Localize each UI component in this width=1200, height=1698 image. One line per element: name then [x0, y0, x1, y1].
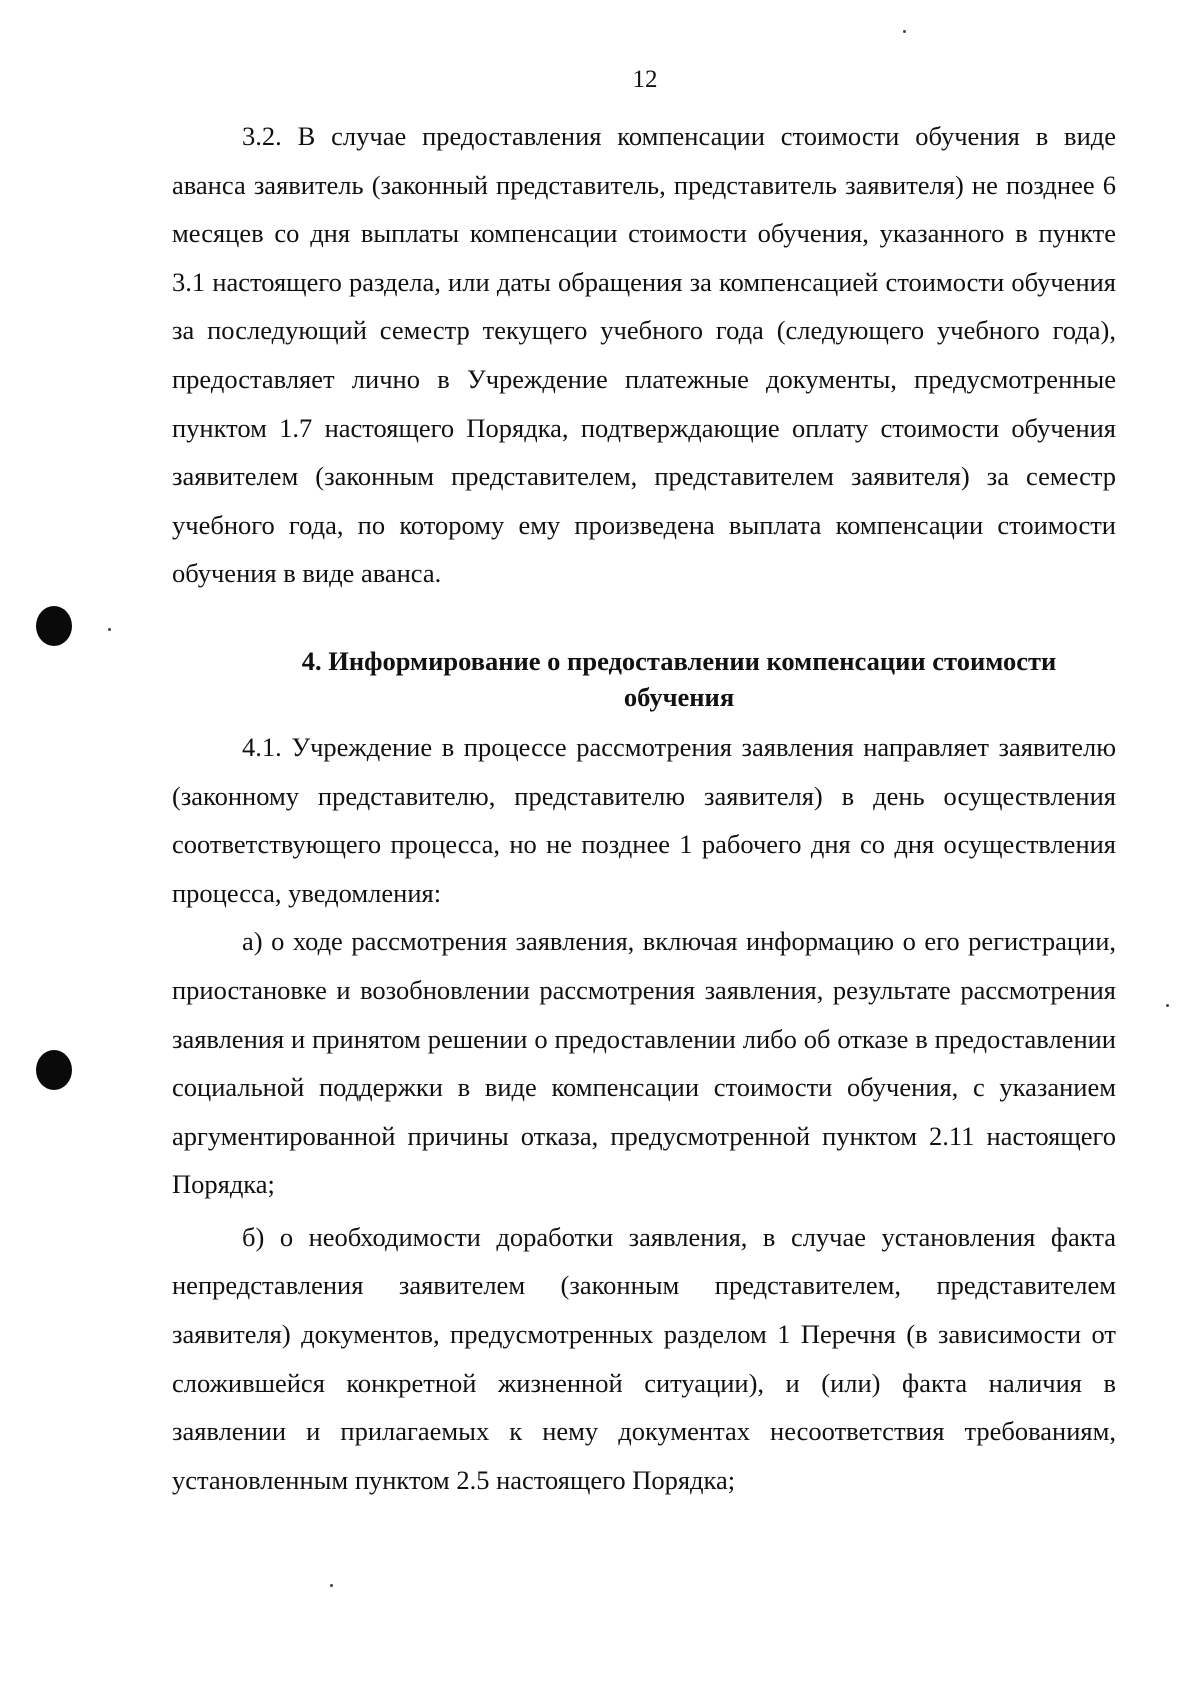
scan-speck [108, 628, 111, 631]
scan-speck [1166, 1004, 1169, 1007]
paragraph-4-1: 4.1. Учреждение в процессе рассмотрения заявления направляет заявителю (законному представителю, представителю заявителя) в день осуществления соответствующего процесса, но не позднее 1 рабочего дня со дня осуществления процесса, уведомления: [172, 731, 1116, 908]
paragraph-4-1-a: а) о ходе рассмотрения заявления, включая информацию о его регистрации, приостановке и возобновлении рассмотрения заявления, результате рассмотрения заявления и принятом решении о предоставлении либо об отказе в предоставлении социальной поддержки в виде компенсации стоимости обучения, с указанием аргументированной причины отказа, предусмотренной пунктом 2.11 настоящего Порядка; [172, 926, 1116, 1200]
punch-hole-bottom [36, 1050, 72, 1090]
paragraph-3-2: 3.2. В случае предоставления компенсации стоимости обучения в виде аванса заявитель (законный представитель, представитель заявителя) не позднее 6 месяцев со дня выплаты компенсации стоимости обучения, указанного в пункте 3.1 настоящего раздела, или даты обращения за компенсацией стоимости обучения за последующий семестр текущего учебного года (следующего учебного года), предоставляет лично в Учреждение платежные документы, предусмотренные пунктом 1.7 настоящего Порядка, подтверждающие оплату стоимости обучения заявителем (законным представителем, представителем заявителя) за семестр учебного года, по которому ему произведена выплата компенсации стоимости обучения в виде аванса. [172, 121, 1116, 589]
section-heading-4-line-1: 4. Информирование о предоставлении компенсации стоимости [301, 645, 1057, 676]
paragraph-4-1-b: б) о необходимости доработки заявления, в случае установления факта непредставления заявителем (законным представителем, представителем заявителя) документов, предусмотренных разделом 1 Перечня (в зависимости от сложившейся конкретной жизненной ситуации), и (или) факта наличия в заявлении и прилагаемых к нему документах несоответствия требованиям, установленным пунктом 2.5 настоящего Порядка; [172, 1221, 1116, 1495]
document-body [172, 112, 1116, 1504]
page-number: 12 [632, 66, 658, 93]
scan-speck [903, 30, 906, 33]
punch-hole-top [36, 606, 72, 646]
scan-speck [330, 1584, 333, 1587]
section-heading-4 [172, 643, 1116, 715]
section-heading-4-line-2: обучения [623, 681, 735, 712]
